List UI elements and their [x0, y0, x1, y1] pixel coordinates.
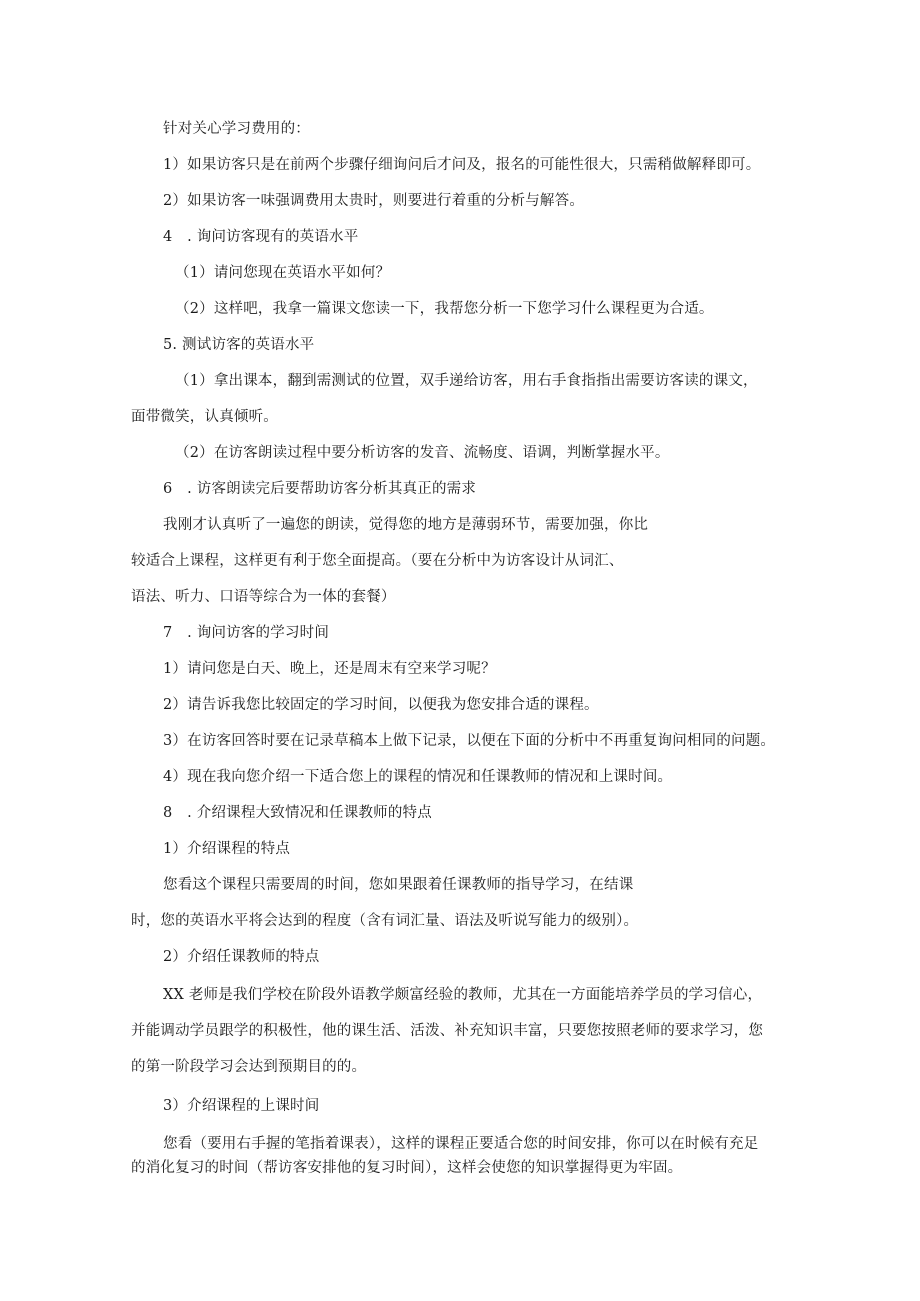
text-line: XX 老师是我们学校在阶段外语教学颇富经验的教师，尤其在一方面能培养学员的学习信心，	[163, 987, 763, 1003]
text-line: 您看这个课程只需要周的时间，您如果跟着任课教师的指导学习，在结课	[163, 877, 634, 893]
text-line: 2）请告诉我您比较固定的学习时间，以便我为您安排合适的课程。	[163, 697, 599, 713]
section-heading: 5. 测试访客的英语水平	[163, 337, 315, 353]
text-line: 面带微笑，认真倾听。	[131, 409, 278, 425]
text-line: 的消化复习的时间（帮访客安排他的复习时间），这样会使您的知识掌握得更为牢固。	[131, 1160, 683, 1176]
text-line: 2）如果访客一味强调费用太贵时，则要进行着重的分析与解答。	[163, 193, 585, 209]
text-line: 的第一阶段学习会达到预期目的的。	[131, 1059, 367, 1075]
text-line: 我刚才认真听了一遍您的朗读，觉得您的地方是薄弱环节，需要加强，你比	[163, 517, 649, 533]
text-line: 1）请问您是白天、晚上，还是周末有空来学习呢？	[163, 661, 496, 677]
text-line: （2）这样吧，我拿一篇课文您读一下，我帮您分析一下您学习什么课程更为合适。	[175, 301, 714, 317]
section-heading: 4 . 询问访客现有的英语水平	[163, 229, 359, 245]
text-line: 3）介绍课程的上课时间	[163, 1098, 320, 1114]
section-heading: 8 . 介绍课程大致情况和任课教师的特点	[163, 805, 432, 821]
text-line: 1）如果访客只是在前两个步骤仔细询问后才问及，报名的可能性很大，只需稍做解释即可。	[163, 157, 761, 173]
text-line: 针对关心学习费用的：	[163, 121, 310, 137]
text-line: 并能调动学员跟学的积极性，他的课生活、活泼、补充知识丰富，只要您按照老师的要求学习，您	[131, 1023, 764, 1039]
section-heading: 7 . 询问访客的学习时间	[163, 625, 330, 641]
text-line: （1）拿出课本，翻到需测试的位置，双手递给访客，用右手食指指出需要访客读的课文，	[175, 373, 758, 389]
text-line: （1）请问您现在英语水平如何？	[175, 265, 391, 281]
text-line: 语法、听力、口语等综合为一体的套餐）	[131, 589, 396, 605]
text-line: 3）在访客回答时要在记录草稿本上做下记录，以便在下面的分析中不再重复询问相同的问题。	[163, 733, 776, 749]
text-line: 1）介绍课程的特点	[163, 841, 291, 857]
text-line: 较适合上课程，这样更有利于您全面提高。（要在分析中为访客设计从词汇、	[131, 553, 624, 569]
section-heading: 6 . 访客朗读完后要帮助访客分析其真正的需求	[163, 481, 477, 497]
text-line: 时，您的英语水平将会达到的程度（含有词汇量、语法及听说写能力的级别）。	[131, 913, 639, 929]
text-line: 2）介绍任课教师的特点	[163, 949, 320, 965]
text-line: 您看（要用右手握的笔指着课表），这样的课程正要适合您的时间安排，你可以在时候有充足	[163, 1136, 759, 1152]
text-line: （2）在访客朗读过程中要分析访客的发音、流畅度、语调，判断掌握水平。	[175, 445, 670, 461]
text-line: 4）现在我向您介绍一下适合您上的课程的情况和任课教师的情况和上课时间。	[163, 769, 673, 785]
